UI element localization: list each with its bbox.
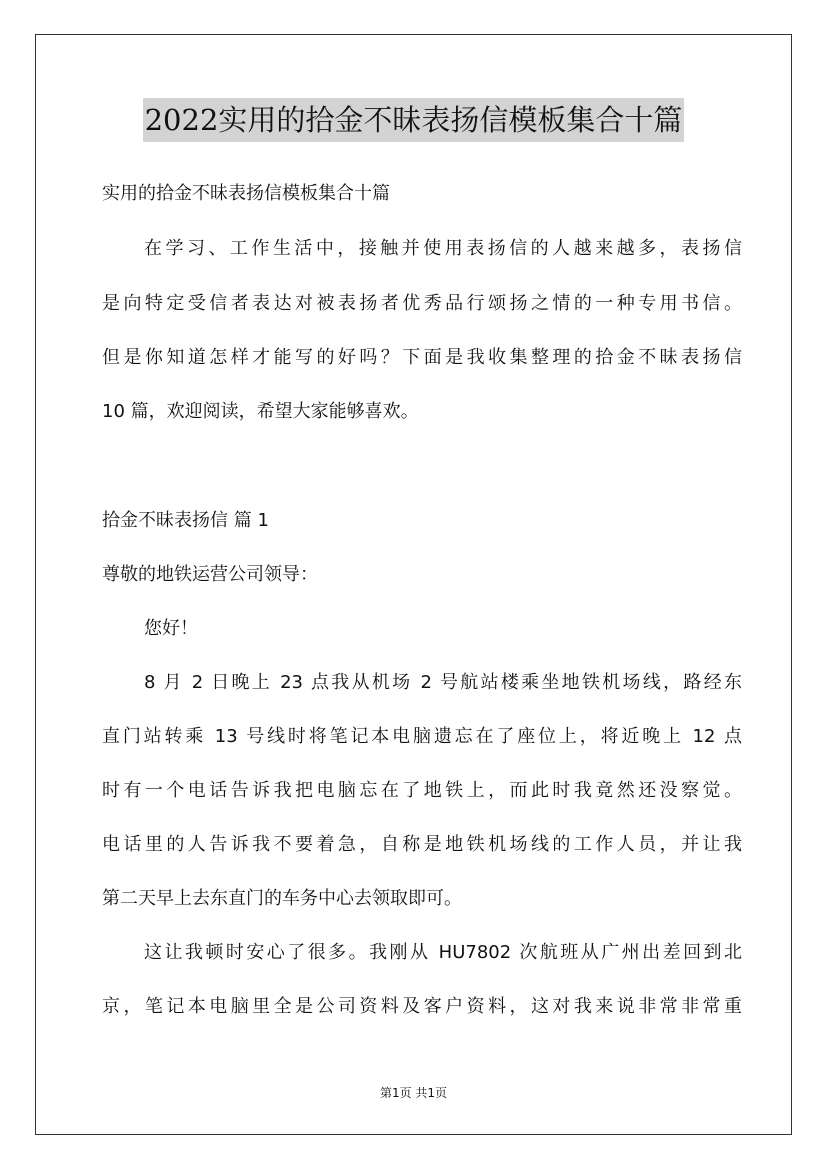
page-footer: 第1页 共1页 xyxy=(379,1086,448,1100)
greeting: 您好！ xyxy=(144,618,198,639)
paragraph-line: 第二天早上去东直门的车务中心去领取即可。 xyxy=(102,888,462,909)
paragraph-line: 时有一个电话告诉我把电脑忘在了地铁上，而此时我竟然还没察觉。 xyxy=(102,780,742,801)
paragraph-line: 电话里的人告诉我不要着急，自称是地铁机场线的工作人员，并让我 xyxy=(102,834,742,855)
intro-line: 在学习、工作生活中，接触并使用表扬信的人越来越多，表扬信 xyxy=(144,238,742,259)
intro-line: 10 篇，欢迎阅读，希望大家能够喜欢。 xyxy=(102,401,419,422)
title-container xyxy=(0,98,827,142)
intro-line: 但是你知道怎样才能写的好吗？下面是我收集整理的拾金不昧表扬信 xyxy=(102,347,742,368)
document-subtitle: 实用的拾金不昧表扬信模板集合十篇 xyxy=(102,183,390,204)
paragraph-line: 8 月 2 日晚上 23 点我从机场 2 号航站楼乘坐地铁机场线，路经东 xyxy=(144,672,742,693)
section-heading: 拾金不昧表扬信 篇 1 xyxy=(102,510,269,531)
document-title: 2022实用的拾金不昧表扬信模板集合十篇 xyxy=(143,98,685,142)
paragraph-line: 直门站转乘 13 号线时将笔记本电脑遗忘在了座位上，将近晚上 12 点 xyxy=(102,726,742,747)
paragraph-line: 京，笔记本电脑里全是公司资料及客户资料，这对我来说非常非常重 xyxy=(102,996,742,1017)
salutation: 尊敬的地铁运营公司领导： xyxy=(102,564,318,585)
paragraph-line: 这让我顿时安心了很多。我刚从 HU7802 次航班从广州出差回到北 xyxy=(144,942,742,963)
intro-line: 是向特定受信者表达对被表扬者优秀品行颂扬之情的一种专用书信。 xyxy=(102,293,742,314)
